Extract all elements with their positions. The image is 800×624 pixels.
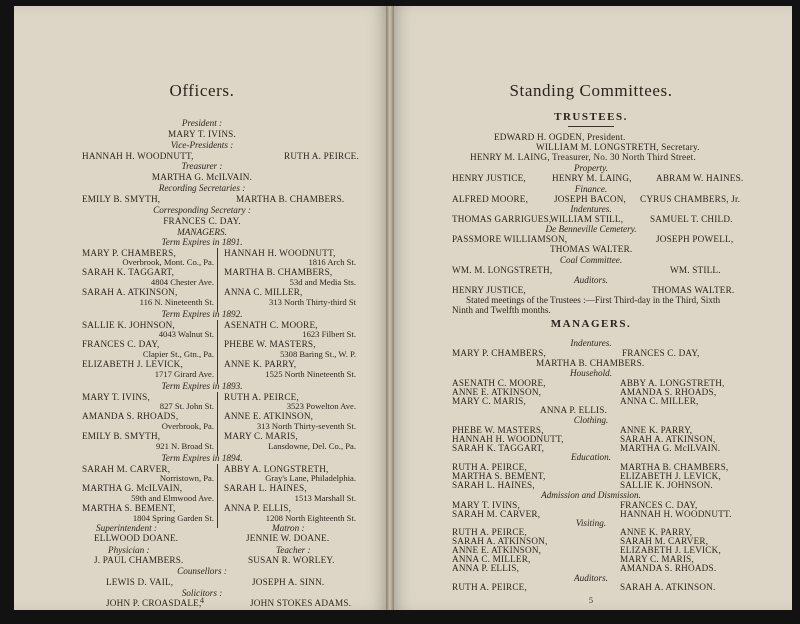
property-label: Property. — [573, 163, 609, 173]
manager-name: ELIZABETH J. LEVICK, — [82, 359, 183, 369]
manager-address: 1513 Marshall St. — [294, 493, 356, 503]
committee-member: MARTHA G. McILVAIN. — [620, 443, 721, 453]
manager-address: Clapier St., Gtn., Pa. — [142, 349, 214, 359]
left-page — [14, 6, 390, 610]
manager-name: MARY T. IVINS, — [82, 392, 150, 402]
column-divider — [217, 392, 218, 456]
committee-member: ANNE E. ATKINSON, — [452, 387, 542, 397]
manager-address: Lansdowne, Del. Co., Pa. — [268, 441, 356, 451]
manager-name: MARY P. CHAMBERS, — [82, 248, 176, 258]
manager-address: 53d and Media Sts. — [289, 277, 356, 287]
recording-secretary-2: MARTHA B. CHAMBERS. — [236, 194, 345, 204]
manager-address: 827 St. John St. — [159, 401, 214, 411]
vice-label: Vice-Presidents : — [170, 140, 234, 150]
committee-member: SARAH A. ATKINSON. — [620, 582, 716, 592]
book-spine — [386, 6, 394, 610]
committee-member: MARY C. MARIS, — [452, 396, 526, 406]
manager-address: 4043 Walnut St. — [158, 329, 214, 339]
committee-member: AMANDA S. RHOADS, — [620, 387, 717, 397]
admission-label: Admission and Dismission. — [541, 490, 641, 500]
manager-name: EMILY B. SMYTH, — [82, 431, 161, 441]
committee-member: HANNAH H. WOODNUTT. — [620, 509, 732, 519]
manager-address: 1804 Spring Garden St. — [132, 513, 214, 523]
committee-member: THOMAS WALTER. — [652, 285, 735, 295]
committee-member: AMANDA S. RHOADS. — [620, 563, 717, 573]
committee-member: RUTH A. PEIRCE, — [452, 582, 527, 592]
counsellor-1: LEWIS D. VAIL, — [106, 577, 174, 587]
manager-address: 3523 Powelton Ave. — [286, 401, 356, 411]
committee-member: WM. M. LONGSTRETH, — [452, 265, 553, 275]
manager-address: 1717 Girard Ave. — [154, 369, 214, 379]
manager-address: Overbrook, Mont. Co., Pa. — [122, 257, 214, 267]
manager-address: Overbrook, Pa. — [161, 421, 214, 431]
manager-name: MARY C. MARIS, — [224, 431, 298, 441]
committee-member: HANNAH H. WOODNUTT, — [452, 434, 564, 444]
trustees-treasurer: HENRY M. LAING, Treasurer, No. 30 North Third Street. — [470, 152, 696, 162]
m-auditors-label: Auditors. — [574, 573, 608, 583]
vice-president-1: HANNAH H. WOODNUTT, — [82, 151, 194, 161]
clothing-label: Clothing. — [573, 415, 609, 425]
committee-member: WILLIAM STILL, — [550, 214, 624, 224]
manager-address: Gray's Lane, Philadelphia. — [265, 473, 356, 483]
committee-member: RUTH A. PEIRCE, — [452, 527, 527, 537]
committee-member: FRANCES C. DAY, — [620, 500, 698, 510]
solicitors-label: Solicitors : — [181, 588, 223, 598]
treasurer-name: MARTHA G. McILVAIN. — [151, 172, 253, 182]
manager-address: 1525 North Nineteenth St. — [265, 369, 356, 379]
committee-member: MARY P. CHAMBERS, — [452, 348, 546, 358]
term-1893-label: Term Expires in 1893. — [161, 381, 243, 391]
manager-address: 59th and Elmwood Ave. — [131, 493, 214, 503]
m-indentures-label: Indentures. — [570, 338, 612, 348]
trustees-president: EDWARD H. OGDEN, President. — [494, 132, 626, 142]
term-1891-label: Term Expires in 1891. — [161, 237, 243, 247]
page-number-right: 5 — [589, 596, 593, 605]
counsellors-label: Counsellors : — [177, 566, 227, 576]
indentures-label: Indentures. — [570, 204, 612, 214]
manager-name: MARTHA S. BEMENT, — [82, 503, 176, 513]
manager-name: SARAH M. CARVER, — [82, 464, 171, 474]
committee-member: JOSEPH POWELL, — [656, 234, 734, 244]
committee-member: ABRAM W. HAINES. — [656, 173, 744, 183]
president-name: MARY T. IVINS. — [168, 129, 236, 139]
finance-label: Finance. — [574, 184, 608, 194]
corresponding-label: Corresponding Secretary : — [153, 205, 251, 215]
right-page — [390, 6, 792, 610]
committee-member: RUTH A. PEIRCE, — [452, 462, 527, 472]
manager-name: ANNE K. PARRY, — [224, 359, 297, 369]
manager-name: ASENATH C. MOORE, — [224, 320, 318, 330]
manager-address: 921 N. Broad St. — [155, 441, 214, 451]
committee-member: FRANCES C. DAY, — [622, 348, 700, 358]
auditors-label: Auditors. — [574, 275, 608, 285]
manager-name: MARTHA B. CHAMBERS, — [224, 267, 333, 277]
committee-member: THOMAS GARRIGUES, — [452, 214, 552, 224]
committee-member: ANNE K. PARRY, — [620, 425, 693, 435]
solicitor-1: JOHN P. CROASDALE, — [106, 598, 202, 608]
committee-member: SARAH L. HAINES, — [452, 480, 535, 490]
manager-address: Norristown, Pa. — [159, 473, 214, 483]
committee-member: ANNE K. PARRY, — [620, 527, 693, 537]
column-divider — [217, 464, 218, 528]
manager-name: SARAH A. ATKINSON, — [82, 287, 178, 297]
manager-name: HANNAH H. WOODNUTT, — [224, 248, 336, 258]
manager-name: PHEBE W. MASTERS, — [224, 339, 316, 349]
trustees-secretary: WILLIAM M. LONGSTRETH, Secretary. — [536, 142, 700, 152]
household-label: Household. — [569, 368, 613, 378]
committee-member: ASENATH C. MOORE, — [452, 378, 546, 388]
manager-address: 313 North Thirty-seventh St. — [256, 421, 356, 431]
managers-heading: MANAGERS. — [550, 318, 632, 330]
manager-address: 1208 North Eighteenth St. — [265, 513, 356, 523]
committee-member: ANNA P. ELLIS, — [452, 563, 520, 573]
manager-name: SALLIE K. JOHNSON, — [82, 320, 175, 330]
committee-member: HENRY M. LAING, — [552, 173, 632, 183]
committee-member: MARTHA B. CHAMBERS, — [620, 462, 729, 472]
column-divider — [217, 320, 218, 384]
manager-address: 5308 Baring St., W. P. — [280, 349, 356, 359]
manager-name: RUTH A. PEIRCE, — [224, 392, 299, 402]
counsellor-2: JOSEPH A. SINN. — [252, 577, 325, 587]
manager-name: ABBY A. LONGSTRETH, — [224, 464, 329, 474]
committee-member: PASSMORE WILLIAMSON, — [452, 234, 568, 244]
committee-member: HENRY JUSTICE, — [452, 285, 526, 295]
manager-name: SARAH K. TAGGART, — [82, 267, 175, 277]
committee-member: ANNA P. ELLIS. — [540, 405, 608, 415]
committee-member: THOMAS WALTER. — [550, 244, 633, 254]
committee-member: WM. STILL. — [670, 265, 721, 275]
committee-member: MARY C. MARIS, — [620, 554, 694, 564]
superintendent-name: ELLWOOD DOANE. — [94, 533, 179, 543]
recording-secretary-1: EMILY B. SMYTH, — [82, 194, 161, 204]
manager-name: AMANDA S. RHOADS, — [82, 411, 179, 421]
committee-member: PHEBE W. MASTERS, — [452, 425, 544, 435]
superintendent-label: Superintendent : — [96, 523, 157, 533]
term-1892-label: Term Expires in 1892. — [161, 309, 243, 319]
committee-member: SARAH M. CARVER, — [620, 536, 709, 546]
committee-member: ALFRED MOORE, — [452, 194, 529, 204]
committee-member: JOSEPH BACON, — [554, 194, 627, 204]
committee-member: MARTHA B. CHAMBERS. — [536, 358, 645, 368]
cemetery-label: De Benneville Cemetery. — [545, 224, 637, 234]
committee-member: ANNA C. MILLER, — [452, 554, 531, 564]
matron-label: Matron : — [272, 523, 305, 533]
committee-member: CYRUS CHAMBERS, Jr. — [640, 194, 741, 204]
manager-address: 116 N. Nineteenth St. — [139, 297, 214, 307]
meetings-note-line-1: Stated meetings of the Trustees :—First Third-day in the Third, Sixth — [466, 295, 721, 305]
trustees-heading: TRUSTEES. — [554, 111, 628, 123]
manager-address: 313 North Thirty-third St — [269, 297, 356, 307]
committee-member: HENRY JUSTICE, — [452, 173, 526, 183]
physician-name: J. PAUL CHAMBERS. — [94, 555, 184, 565]
manager-name: ANNA C. MILLER, — [224, 287, 303, 297]
heading-rule — [568, 126, 614, 127]
committee-member: ANNA C. MILLER, — [620, 396, 699, 406]
committee-member: SARAH K. TAGGART, — [452, 443, 545, 453]
manager-name: FRANCES C. DAY, — [82, 339, 160, 349]
manager-address: 1816 Arch St. — [308, 257, 356, 267]
committee-member: SAMUEL T. CHILD. — [650, 214, 733, 224]
committee-member: SARAH M. CARVER, — [452, 509, 541, 519]
column-divider — [217, 248, 218, 312]
committee-member: ELIZABETH J. LEVICK, — [620, 471, 721, 481]
manager-name: MARTHA G. McILVAIN, — [82, 483, 183, 493]
manager-address: 4804 Chester Ave. — [150, 277, 214, 287]
committee-member: MARY T. IVINS, — [452, 500, 520, 510]
vice-president-2: RUTH A. PEIRCE. — [284, 151, 359, 161]
recording-label: Recording Secretaries : — [158, 183, 246, 193]
managers-label: MANAGERS. — [177, 227, 227, 237]
committees-title: Standing Committees. — [509, 81, 673, 100]
committee-member: SARAH A. ATKINSON, — [452, 536, 548, 546]
manager-name: ANNE E. ATKINSON, — [224, 411, 314, 421]
education-label: Education. — [570, 452, 612, 462]
committee-member: ANNE E. ATKINSON, — [452, 545, 542, 555]
manager-name: ANNA P. ELLIS, — [224, 503, 292, 513]
term-1894-label: Term Expires in 1894. — [161, 453, 243, 463]
meetings-note-line-2: Ninth and Twelfth months. — [452, 305, 551, 315]
corresponding-name: FRANCES C. DAY. — [163, 216, 241, 226]
solicitor-2: JOHN STOKES ADAMS. — [250, 598, 352, 608]
visiting-label: Visiting. — [575, 518, 607, 528]
teacher-name: SUSAN R. WORLEY. — [248, 555, 335, 565]
committee-member: SALLIE K. JOHNSON. — [620, 480, 713, 490]
manager-address: 1623 Filbert St. — [302, 329, 356, 339]
committee-member: ELIZABETH J. LEVICK, — [620, 545, 721, 555]
president-label: President : — [181, 118, 223, 128]
committee-member: ABBY A. LONGSTRETH, — [620, 378, 725, 388]
officers-title: Officers. — [169, 81, 235, 100]
teacher-label: Teacher : — [276, 545, 311, 555]
committee-member: SARAH A. ATKINSON, — [620, 434, 716, 444]
page-number-left: 4 — [200, 596, 204, 605]
manager-name: SARAH L. HAINES, — [224, 483, 307, 493]
treasurer-label: Treasurer : — [181, 161, 223, 171]
coal-label: Coal Committee. — [559, 255, 623, 265]
physician-label: Physician : — [108, 545, 150, 555]
committee-member: MARTHA S. BEMENT, — [452, 471, 546, 481]
matron-name: JENNIE W. DOANE. — [246, 533, 330, 543]
